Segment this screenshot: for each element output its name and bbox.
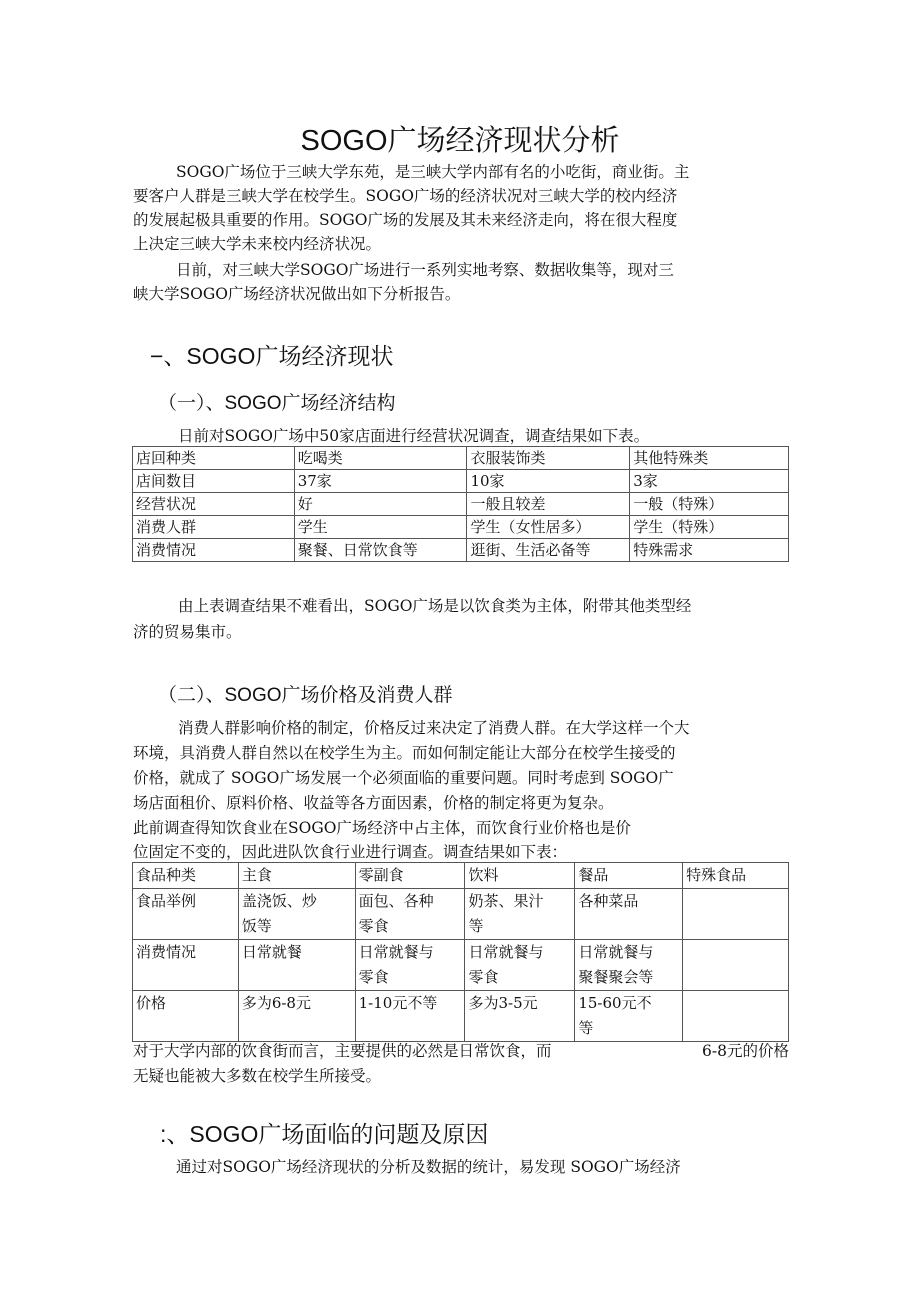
table-cell (238, 940, 355, 991)
table-cell: 消费情况 (133, 539, 295, 562)
section1-sub2-heading: （二）、SOGO广场价格及消费人群 (158, 685, 453, 706)
table1-conclusion-line1: 由上表调查结果不难看出，SOGO广场是以饮食类为主体，附带其他类型经 (178, 597, 692, 615)
table-cell: 特殊需求 (630, 539, 789, 562)
table-cell: 消费人群 (133, 516, 295, 539)
store-structure-table (132, 446, 789, 562)
table-cell (355, 940, 465, 991)
table-cell: 店回种类 (133, 447, 295, 470)
table-cell: 学生 (294, 516, 467, 539)
after-table-line2: 无疑也能被大多数在校学生所接受。 (133, 1067, 382, 1085)
cell-line: 日常就餐 (241, 943, 302, 961)
table-header-cell: 饮料 (465, 863, 575, 889)
table-cell: 37家 (294, 470, 467, 493)
table-cell (133, 940, 239, 991)
table-cell (133, 991, 239, 1042)
cell-line: 日常就餐与 (578, 943, 654, 961)
cell-line: 15-60元不 (578, 994, 652, 1012)
table-header-cell: 主食 (238, 863, 355, 889)
cell-line: 零食 (358, 968, 389, 986)
section2-para-line1: 通过对SOGO广场经济现状的分析及数据的统计，易发现 SOGO广场经济 (176, 1158, 681, 1176)
cell-line: 各种菜品 (578, 892, 639, 910)
table-cell (575, 889, 683, 940)
intro-p1-line2: 要客户人群是三峡大学在校学生。SOGO广场的经济状况对三峡大学的校内经济 (133, 187, 678, 205)
intro-p2-line1: 日前，对三峡大学SOGO广场进行一系列实地考察、数据收集等，现对三 (176, 261, 674, 279)
cell-line: 日常就餐与 (358, 943, 434, 961)
table-header-cell: 食品种类 (133, 863, 239, 889)
table-row (133, 539, 789, 562)
table-cell: 好 (294, 493, 467, 516)
table1-lead: 日前对SOGO广场中50家店面进行经营状况调查，调查结果如下表。 (178, 427, 650, 445)
table-cell: 学生（女性居多） (467, 516, 630, 539)
table-cell (465, 991, 575, 1042)
page-title: SOGO广场经济现状分析 (300, 125, 620, 157)
sub2-para-line1: 消费人群影响价格的制定，价格反过来决定了消费人群。在大学这样一个大 (178, 719, 690, 737)
table-cell (575, 940, 683, 991)
table-row (133, 493, 789, 516)
table-cell (355, 991, 465, 1042)
cell-line: 聚餐聚会等 (578, 968, 654, 986)
table-cell: 学生（特殊） (630, 516, 789, 539)
table-header-row (133, 863, 789, 889)
after-table-right: 6-8元的价格 (702, 1042, 789, 1060)
table-header-cell: 零副食 (355, 863, 465, 889)
cell-line: 奶茶、果汁 (468, 892, 544, 910)
table-cell: 其他特殊类 (630, 447, 789, 470)
table-cell (575, 991, 683, 1042)
section1-sub1-heading: （一）、SOGO广场经济结构 (158, 393, 396, 414)
table-cell: 店间数目 (133, 470, 295, 493)
table-cell: 逛街、生活必备等 (467, 539, 630, 562)
table-cell: 一般（特殊） (630, 493, 789, 516)
table-cell: 3家 (630, 470, 789, 493)
cell-line: 1-10元不等 (358, 994, 438, 1012)
table-cell: 经营状况 (133, 493, 295, 516)
cell-line: 盖浇饭、炒 (241, 892, 317, 910)
food-price-table (132, 862, 789, 1042)
table-cell: 10家 (467, 470, 630, 493)
cell-line: 零食 (358, 917, 389, 935)
cell-line: 等 (578, 1019, 594, 1037)
table-cell (465, 889, 575, 940)
intro-p1-line1: SOGO广场位于三峡大学东苑，是三峡大学内部有名的小吃街，商业街。主 (176, 163, 690, 181)
cell-line: 多为6-8元 (241, 994, 311, 1012)
table-cell (238, 991, 355, 1042)
table-row (133, 470, 789, 493)
table-cell: 衣服装饰类 (467, 447, 630, 470)
sub2-para-line3: 价格，就成了 SOGO广场发展一个必须面临的重要问题。同时考虑到 SOGO广 (133, 769, 674, 787)
sub2-para-line4: 场店面租价、原料价格、收益等各方面因素，价格的制定将更为复杂。 (133, 794, 614, 812)
table-cell (683, 889, 789, 940)
table-cell (683, 991, 789, 1042)
table-cell (133, 889, 239, 940)
table-header-cell: 特殊食品 (683, 863, 789, 889)
sub2-para-line6: 位固定不变的，因此进队饮食行业进行调查。调查结果如下表： (133, 843, 568, 861)
cell-line: 价格 (136, 994, 167, 1012)
table-cell (465, 940, 575, 991)
table-row (133, 516, 789, 539)
cell-line: 零食 (468, 968, 499, 986)
sub2-para-line2: 环境，具消费人群自然以在校学生为主。而如何制定能让大部分在校学生接受的 (133, 744, 676, 762)
table-header-cell: 餐品 (575, 863, 683, 889)
intro-p2-line2: 峡大学SOGO广场经济状况做出如下分析报告。 (133, 285, 461, 303)
cell-line: 日常就餐与 (468, 943, 544, 961)
table-row (133, 991, 789, 1042)
intro-p1-line4: 上决定三峡大学未来校内经济状况。 (133, 235, 382, 253)
table-cell: 吃喝类 (294, 447, 467, 470)
table-row (133, 447, 789, 470)
table-cell (355, 889, 465, 940)
section1-heading: −、SOGO广场经济现状 (150, 343, 394, 369)
table-cell: 一般且较差 (467, 493, 630, 516)
table-row (133, 889, 789, 940)
sub2-para-line5: 此前调查得知饮食业在SOGO广场经济中占主体，而饮食行业价格也是价 (133, 819, 631, 837)
cell-line: 面包、各种 (358, 892, 434, 910)
table-cell (683, 940, 789, 991)
table-row (133, 940, 789, 991)
cell-line: 饭等 (241, 917, 272, 935)
cell-line: 多为3-5元 (468, 994, 538, 1012)
table1-conclusion-line2: 济的贸易集市。 (133, 623, 242, 641)
cell-line: 消费情况 (136, 943, 197, 961)
table-cell (238, 889, 355, 940)
intro-p1-line3: 的发展起极具重要的作用。SOGO广场的发展及其未来经济走向，将在很大程度 (133, 211, 678, 229)
cell-line: 食品举例 (136, 892, 197, 910)
after-table-left: 对于大学内部的饮食街而言，主要提供的必然是日常饮食，而 (133, 1042, 552, 1060)
table-cell: 聚餐、日常饮食等 (294, 539, 467, 562)
cell-line: 等 (468, 917, 484, 935)
section2-heading: :、SOGO广场面临的问题及原因 (160, 1121, 489, 1147)
